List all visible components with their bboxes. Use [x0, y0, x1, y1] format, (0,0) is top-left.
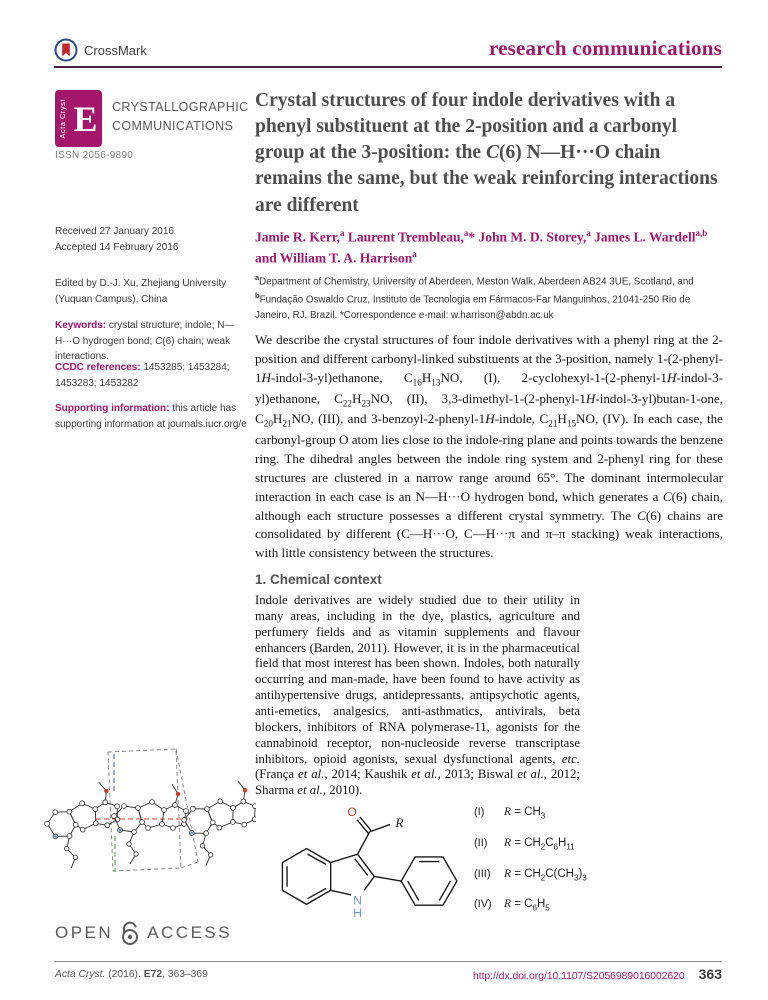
- header-rule: [54, 66, 722, 68]
- scheme-nitrogen-label: N: [353, 893, 362, 908]
- author-list: Jamie R. Kerr,$^a$ Laurent Trembleau,$^a$* John M. D. Storey,$^a$ James L. Wardell$^{a,b}$ and William T. A. Harrison$^a$: [255, 228, 708, 266]
- journal-issn: ISSN 2056-9890: [55, 150, 134, 161]
- edited-by: Edited by D.-J. Xu, Zhejiang University (Yuquan Campus), China: [55, 278, 227, 305]
- compound-r-list: [474, 806, 644, 913]
- journal-section-label: research communications: [488, 36, 722, 60]
- crossmark-logo[interactable]: [54, 38, 147, 62]
- supporting-info-text[interactable]: this article has supporting information at journals.iucr.org/e: [55, 403, 247, 430]
- scheme-hydrogen-label: H: [353, 906, 362, 921]
- acta-cryst-vertical-label: Acta Cryst: [57, 98, 67, 139]
- abstract: We describe the crystal structures of four indole derivatives with a phenyl ring at the 2-position and different carbonyl-linked substituents at the 3-position, namely 1-(2-phenyl-1H-indol-3-yl)ethanone, $C_{16}H_{13}NO$, (I), 2-cyclohexyl-1-(2-phenyl-1H-indol-3-yl)ethanone, $C_{22}H_{23}NO$, (II), 3,3-dimethyl-1-(2-phenyl-1H-indol-3-yl)butan-1-one, $C_{20}H_{21}NO$, (III), and 3-benzoyl-2-phenyl-1H-indole, $C_{21}H_{15}NO$, (IV). In each case, the carbonyl-group O atom lies close to the indole-ring plane and points towards the benzene ring. The dihedral angles between the indole ring system and 2-phenyl ring for these structures are clustered in a narrow range around 65°. The dominant intermolecular interaction in each case is an N—H···O hydrogen bond, which generates a C(6) chain, although each structure possesses a different crystal symmetry. The C(6) chains are consolidated by different (C—H···O, C—H···π and π–π stacking) weak interactions, with little consistency between the structures.: [255, 332, 724, 561]
- compound-id: (IV): [474, 898, 492, 911]
- scheme-structure: [262, 788, 494, 937]
- acta-cryst-e-letter: E: [73, 98, 98, 139]
- keywords-label: Keywords:: [55, 320, 107, 331]
- acta-cryst-e-logo: [55, 90, 102, 147]
- dates-block: [55, 224, 247, 255]
- open-lock-icon: [119, 920, 141, 946]
- compound-formula: $R = CH_3$: [504, 806, 546, 821]
- keywords-block: [55, 318, 247, 365]
- compound-row-4: [474, 898, 644, 912]
- article-title: Crystal structures of four indole derivatives with a phenyl substituent at the 2-position and a carbonyl group at the 3-position: the C(6) N—H···O chain remains the same, but the weak reinforcing interactions are different: [255, 90, 718, 216]
- compound-id: (III): [474, 867, 491, 880]
- scheme-r-label: R: [395, 815, 404, 831]
- compound-formula: $R = CH_2C(CH_3)_3$: [504, 867, 587, 882]
- page-number: 363: [698, 966, 722, 982]
- packing-diagram-figure: [38, 740, 256, 922]
- received-date: Received 27 January 2016: [55, 226, 174, 237]
- footer-right-block: [473, 966, 722, 982]
- scheme-oxygen-label: O: [347, 805, 357, 820]
- supporting-info-block: [55, 401, 247, 432]
- crossmark-label: CrossMark: [84, 42, 147, 58]
- ccdc-references: 1453285; 1453284; 1453283; 1453282: [55, 362, 230, 389]
- footer-rule: [54, 961, 722, 962]
- open-access-word-open: OPEN: [55, 923, 114, 942]
- journal-name: CRYSTALLOGRAPHIC COMMUNICATIONS: [112, 100, 249, 133]
- compound-row-3: [474, 868, 644, 882]
- open-access-word-access: ACCESS: [147, 923, 233, 942]
- keywords-text: crystal structure; indole; N—H···O hydrogen bond; C(6) chain; weak interactions.: [55, 320, 235, 362]
- supporting-info-label: Supporting information:: [55, 403, 170, 414]
- footer-citation: Acta Cryst. (2016). E72, 363–369: [55, 969, 208, 980]
- compound-row-2: [474, 837, 644, 851]
- compound-row-1: [474, 806, 644, 820]
- affiliations: $^a$Department of Chemistry, University of Aberdeen, Meston Walk, Aberdeen AB24 3UE, Scotland, and $^b$Fundação Oswaldo Cruz, Instituto de Tecnologia em Fármacos-Far Manguinhos, 21041-250 Rio de Janeiro, RJ, Brazil. *Correspondence e-mail: w.harrison@abdn.ac.uk: [255, 273, 694, 322]
- compound-formula: $R = CH_2C_6H_{11}$: [504, 836, 575, 852]
- ccdc-label: CCDC references:: [55, 362, 141, 373]
- section-heading-1: 1. Chemical context: [255, 572, 382, 587]
- compound-id: (II): [474, 836, 488, 849]
- ccdc-block: [55, 360, 247, 391]
- open-access-logo: [55, 920, 232, 946]
- crossmark-icon: [54, 38, 78, 62]
- body-paragraph-1: Indole derivatives are widely studied due to their utility in many areas, including in the dye, plastics, agriculture and perfumery fields and as vitamin supplements and flavour enhancers (Barden, 2011). However, it is in the pharmaceutical field that most interest has been shown. Indoles, both naturally occurring and man-made, have been found to have activity as antihypertensive drugs, antidepressants, antipsychotic agents, anti-emetics, analgesics, anti-asthmatics, antivirals, beta blockers, inhibitors of RNA polymerase-11, agonists for the cannabinoid receptor, non-nucleoside reverse transcriptase inhibitors, opioid agonists, sexual dysfunctional agents, etc. (França et al., 2014; Kaushik et al., 2013; Biswal et al., 2012; Sharma et al., 2010).: [255, 593, 580, 798]
- doi-link[interactable]: http://dx.doi.org/10.1107/S2056989016002620: [472, 971, 685, 982]
- accepted-date: Accepted 14 February 2016: [55, 241, 179, 253]
- compound-id: (I): [474, 806, 485, 818]
- compound-formula: $R = C_6H_5$: [504, 898, 550, 913]
